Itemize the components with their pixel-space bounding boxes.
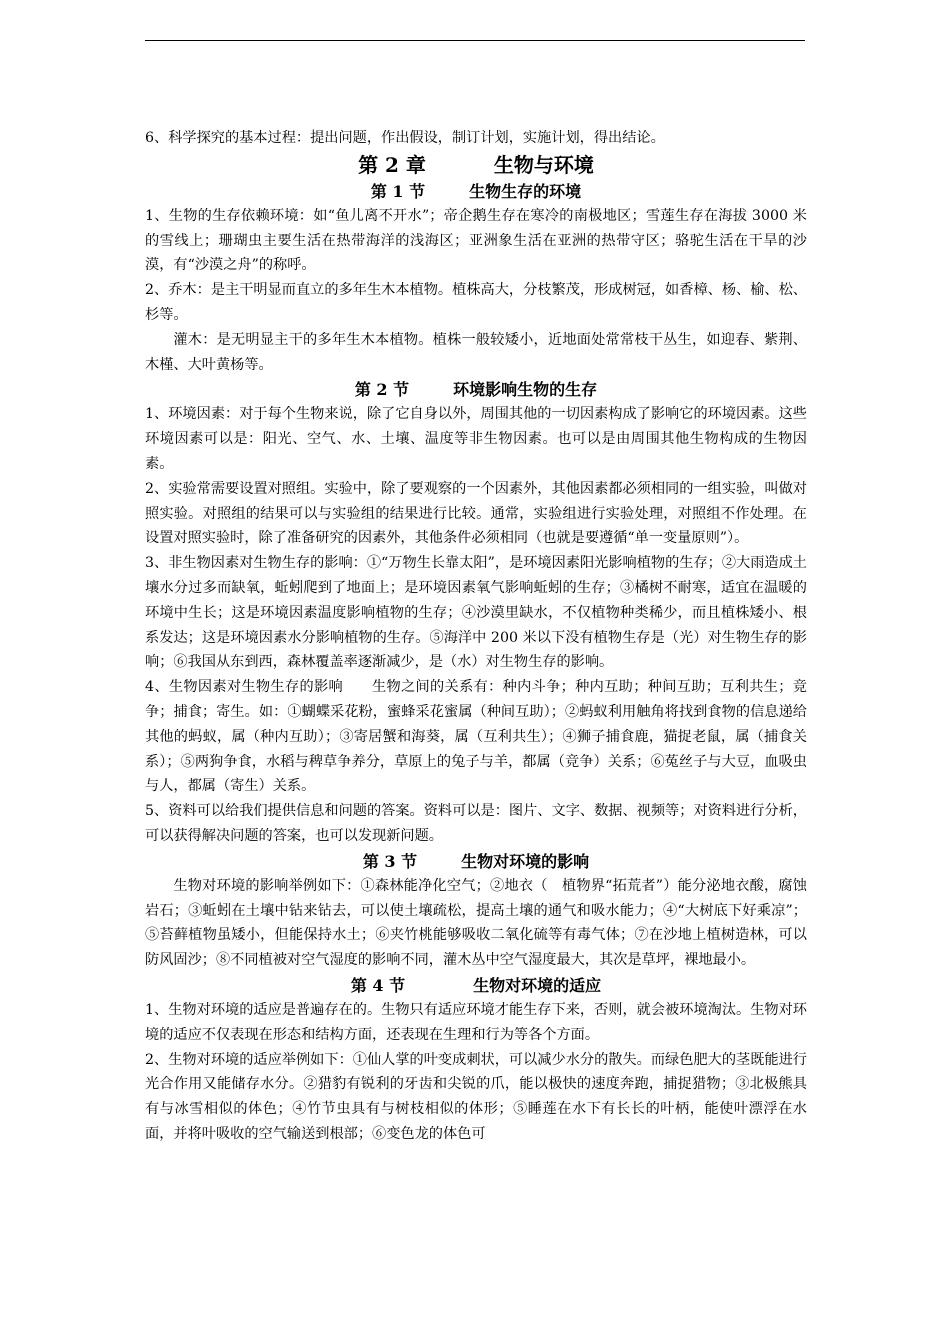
s2-paragraph-1: 1、环境因素：对于每个生物来说，除了它自身以外，周围其他的一切因素构成了影响它的环境因素。这些环境因素可以是：阳光、空气、水、土壤、温度等非生物因素。也可以是由周围其他生物构成的生物因素。 xyxy=(145,406,807,472)
s3-paragraph-1: 生物对环境的影响举例如下：①森林能净化空气；②地衣（ 植物界“拓荒者”）能分泌地衣酸，腐蚀岩石；③蚯蚓在土壤中钻来钻去，可以使土壤疏松，提高土壤的通气和吸水能力；④“大树底下好乘凉”；⑤苔藓植物虽矮小，但能保持水土；⑥夹竹桃能够吸收二氧化硫等有毒气体；⑦在沙地上植树造林，可以防风固沙；⑧不同植被对空气湿度的影响不同，灌木丛中空气湿度最大，其次是草坪，裸地最小。 xyxy=(145,877,807,969)
intro-paragraph: 6、科学探究的基本过程：提出问题，作出假设，制订计划，实施计划，得出结论。 xyxy=(145,130,665,146)
s1-paragraph-1: 1、生物的生存依赖环境：如“鱼儿离不开水”；帝企鹅生存在寒冷的南极地区；雪莲生存在海拔 3000 米的雪线上；珊瑚虫主要生活在热带海洋的浅海区；亚洲象生活在亚洲的热带守区；骆驼生活在干旱的沙漠，有“沙漠之舟”的称呼。 xyxy=(145,207,807,274)
s4-paragraph-2: 2、生物对环境的适应举例如下：①仙人掌的叶变成刺状，可以减少水分的散失。而绿色肥大的茎既能进行光合作用又能储存水分。②猎豹有锐利的牙齿和尖锐的爪，能以极快的速度奔跑，捕捉猎物；③北极熊具有与冰雪相似的体色；④竹节虫具有与树枝相似的体形；⑤睡莲在水下有长长的叶柄，能使叶漂浮在水面，并将叶吸收的空气输送到根部；⑥变色龙的体色可 xyxy=(145,1051,807,1142)
chapter-heading: 第 2 章 生物与环境 xyxy=(358,152,594,177)
document-body xyxy=(145,126,807,1147)
section-3-heading: 第 3 节 生物对环境的影响 xyxy=(362,851,590,871)
s1-paragraph-3: 灌木：是无明显主干的多年生木本植物。植株一般较矮小，近地面处常常枝干丛生，如迎春、紫荆、木槿、大叶黄杨等。 xyxy=(145,331,807,373)
section-4-heading: 第 4 节 生物对环境的适应 xyxy=(350,975,602,995)
header-rule xyxy=(145,40,805,41)
s2-paragraph-2: 2、实验常需要设置对照组。实验中，除了要观察的一个因素外，其他因素都必须相同的一组实验，叫做对照实验。对照组的结果可以与实验组的结果进行比较。通常，实验组进行实验处理，对照组不作处理。在设置对照实验时，除了准备研究的因素外，其他条件必须相同（也就是要遵循“单一变量原则”）。 xyxy=(145,480,807,547)
section-1-heading: 第 1 节 生物生存的环境 xyxy=(370,181,582,201)
section-2-heading: 第 2 节 环境影响生物的生存 xyxy=(354,380,598,400)
s2-paragraph-5: 5、资料可以给我们提供信息和问题的答案。资料可以是：图片、文字、数据、视频等；对资料进行分析，可以获得解决问题的答案，也可以发现新问题。 xyxy=(145,803,807,844)
s1-paragraph-2: 2、乔木：是主干明显而直立的多年生木本植物。植株高大，分枝繁茂，形成树冠，如香樟、杨、榆、松、杉等。 xyxy=(145,282,807,323)
s2-paragraph-4: 4、生物因素对生物生存的影响 生物之间的关系有：种内斗争；种内互助；种间互助；互利共生；竞争；捕食；寄生。如：①蝴蝶采花粉，蜜蜂采花蜜属（种间互助）；②蚂蚁利用触角将找到食物的信息递给其他的蚂蚁，属（种内互助）；③寄居蟹和海葵，属（互利共生）；④狮子捕食鹿，猫捉老鼠，属（捕食关系）；⑤两狗争食，水稻与稗草争养分，草原上的兔子与羊，都属（竞争）关系；⑥菟丝子与大豆，血吸虫与人，都属（寄生）关系。 xyxy=(145,679,807,795)
s2-paragraph-3: 3、非生物因素对生物生存的影响：①“万物生长靠太阳”，是环境因素阳光影响植物的生存；②大雨造成土壤水分过多而缺氧，蚯蚓爬到了地面上；是环境因素氧气影响蚯蚓的生存；③橘树不耐寒，适宜在温暖的环境中生长；这是环境因素温度影响植物的生存；④沙漠里缺水，不仅植物种类稀少，而且植株矮小、根系发达；这是环境因素水分影响植物的生存。⑤海洋中 200 米以下没有植物生存是（光）对生物生存的影响；⑥我国从东到西，森林覆盖率逐渐减少，是（水）对生物生存的影响。 xyxy=(145,555,807,671)
s4-paragraph-1: 1、生物对环境的适应是普遍存在的。生物只有适应环境才能生存下来，否则，就会被环境淘汰。生物对环境的适应不仅表现在形态和结构方面，还表现在生理和行为等各个方面。 xyxy=(145,1001,807,1043)
